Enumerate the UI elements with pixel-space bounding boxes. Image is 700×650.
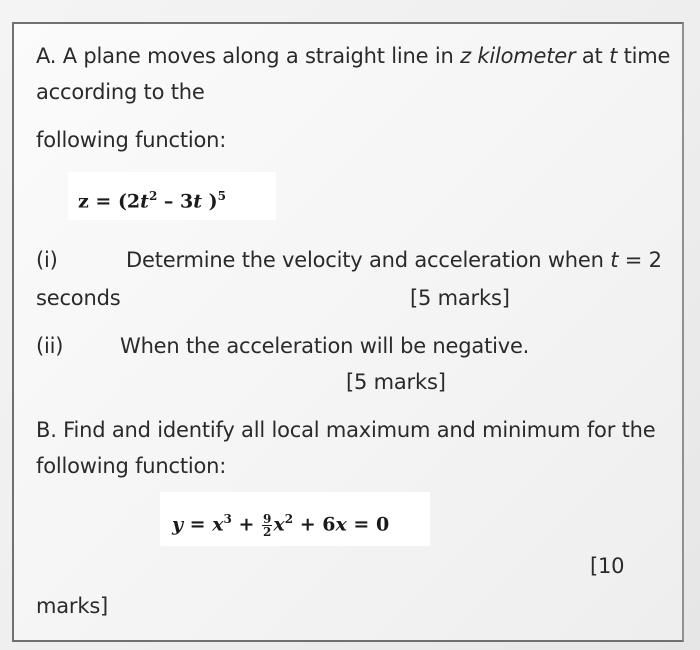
- question-i-seconds: seconds: [36, 286, 121, 310]
- formula-a-minus: – 3: [157, 190, 194, 213]
- formula-a-exp5: 5: [217, 189, 226, 203]
- question-i-number: (i): [36, 248, 58, 272]
- formula-b-eq: =: [183, 513, 213, 536]
- part-a-line-3: following function:: [36, 128, 227, 152]
- question-i-text: [126, 248, 662, 272]
- part-a-line-1-mid: at: [575, 44, 610, 68]
- question-ii-text: When the acceleration will be negative.: [120, 334, 530, 358]
- formula-a-lhs: z: [78, 190, 89, 213]
- question-i-text-prefix: Determine the velocity and acceleration when: [126, 248, 611, 272]
- formula-a-t1: t: [140, 190, 149, 213]
- formula-b-x1: x: [212, 513, 224, 536]
- part-b-formula: [160, 492, 430, 546]
- formula-a-exp2: 2: [148, 189, 158, 203]
- question-i-text-suffix: = 2: [618, 248, 662, 272]
- part-a-variable-t: t: [609, 44, 618, 68]
- question-i-variable-t: t: [610, 248, 619, 272]
- formula-b-tail: = 0: [346, 513, 390, 536]
- formula-b-x3: x: [335, 513, 347, 536]
- formula-a-close: ): [202, 190, 218, 213]
- formula-b-plus2: + 6: [293, 513, 336, 536]
- part-a-line-1-text: A. A plane moves along a straight line in: [36, 44, 461, 68]
- part-a-variable-z: z kilometer: [460, 44, 576, 68]
- formula-a-eq: = (2: [88, 190, 141, 213]
- question-ii-number: (ii): [36, 334, 64, 358]
- formula-a-t2: t: [193, 190, 203, 213]
- formula-b-frac-num: 9: [263, 511, 272, 526]
- question-i-marks: [5 marks]: [410, 286, 510, 310]
- formula-b-fraction: [262, 513, 272, 538]
- part-a-formula: [68, 172, 276, 220]
- question-sheet: [12, 22, 684, 642]
- question-ii-marks: [5 marks]: [346, 370, 446, 394]
- part-a-line-2: according to the: [36, 80, 205, 104]
- part-b-line-2: following function:: [36, 454, 227, 478]
- part-a-line-1: [36, 44, 670, 68]
- part-a-line-1-suffix: time: [617, 44, 671, 68]
- part-b-marks-start: [10: [590, 554, 625, 578]
- formula-b-exp2: 2: [284, 512, 294, 526]
- part-b-line-1: B. Find and identify all local maximum and minimum for the: [36, 418, 656, 442]
- formula-b-x2: x: [273, 513, 285, 536]
- formula-b-frac-den: 2: [263, 524, 272, 539]
- formula-b-exp3: 3: [223, 512, 232, 526]
- formula-b-y: y: [172, 513, 184, 536]
- formula-b-plus1: +: [231, 513, 262, 536]
- part-b-marks-end: marks]: [36, 594, 109, 618]
